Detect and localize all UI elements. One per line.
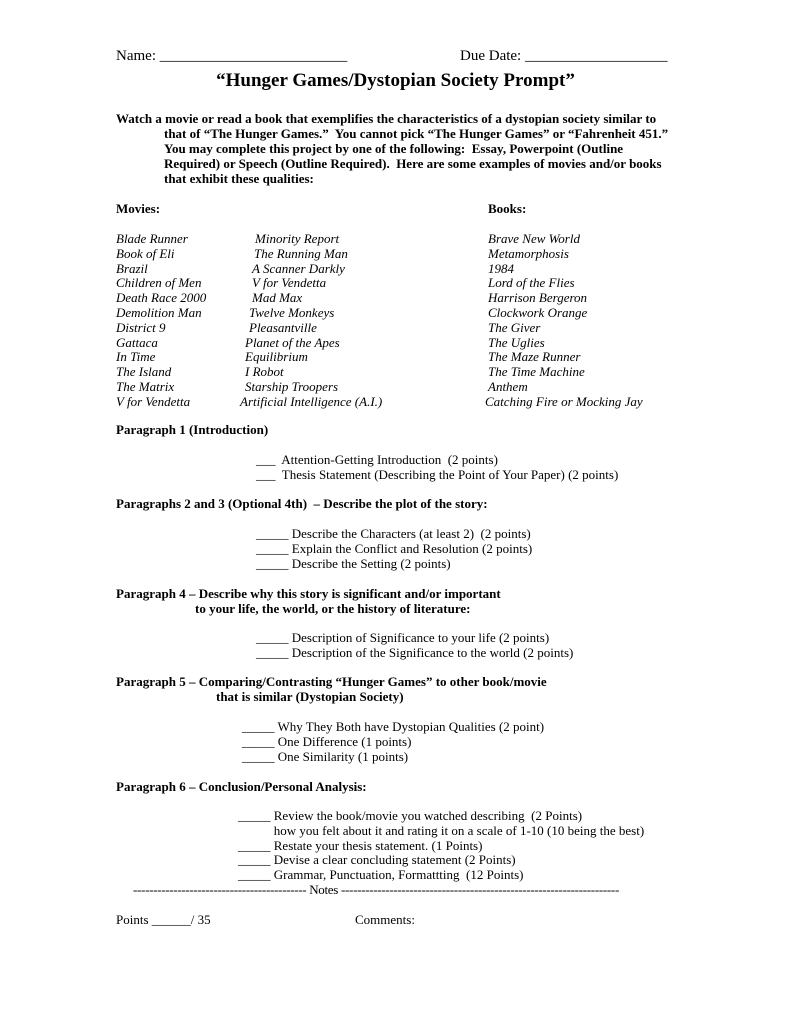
rubric-item: _____ Explain the Conflict and Resolution (2 points) xyxy=(256,541,533,556)
movie-item: Planet of the Apes xyxy=(245,335,340,350)
rubric-item: _____ Review the book/movie you watched describing (2 Points) xyxy=(238,808,583,823)
book-item: Clockwork Orange xyxy=(488,305,588,320)
section-heading-p4-cont: to your life, the world, or the history of literature: xyxy=(195,601,471,616)
movie-item: Book of Eli xyxy=(116,246,175,261)
section-heading-p1: Paragraph 1 (Introduction) xyxy=(116,422,269,437)
points-total-field[interactable]: Points ______/ 35 xyxy=(116,912,211,927)
book-item: The Time Machine xyxy=(488,364,585,379)
movie-item: In Time xyxy=(116,349,156,364)
rubric-item: _____ Description of Significance to your life (2 points) xyxy=(256,630,550,645)
movie-item: V for Vendetta xyxy=(116,394,191,409)
movie-item: Minority Report xyxy=(255,231,340,246)
book-item: Brave New World xyxy=(488,231,580,246)
section-heading-p4: Paragraph 4 – Describe why this story is significant and/or important xyxy=(116,586,501,601)
page-title: “Hunger Games/Dystopian Society Prompt” xyxy=(216,70,575,91)
rubric-item: ___ Attention-Getting Introduction (2 points) xyxy=(256,452,498,467)
book-item: Metamorphosis xyxy=(488,246,569,261)
rubric-item: _____ Describe the Characters (at least 2) (2 points) xyxy=(256,526,531,541)
intro-line: that exhibit these qualities: xyxy=(164,171,314,186)
rubric-item: _____ One Similarity (1 points) xyxy=(242,749,409,764)
rubric-item: _____ Description of the Significance to the world (2 points) xyxy=(256,645,574,660)
rubric-item: _____ Why They Both have Dystopian Qualities (2 point) xyxy=(242,719,545,734)
movie-item: Equilibrium xyxy=(245,349,308,364)
book-item: 1984 xyxy=(488,261,514,276)
due-date-field[interactable]: Due Date: ___________________ xyxy=(460,48,668,64)
movie-item: A Scanner Darkly xyxy=(252,261,345,276)
movie-item: Starship Troopers xyxy=(245,379,339,394)
comments-label: Comments: xyxy=(355,912,415,927)
movie-item: I Robot xyxy=(245,364,284,379)
book-item: Harrison Bergeron xyxy=(488,290,588,305)
notes-divider: ------------------------------------------- Notes --------------------------------------------------------------------- xyxy=(133,882,619,897)
movie-item: The Matrix xyxy=(116,379,175,394)
section-heading-p2: Paragraphs 2 and 3 (Optional 4th) – Describe the plot of the story: xyxy=(116,496,488,511)
movie-item: Children of Men xyxy=(116,275,202,290)
books-heading: Books: xyxy=(488,201,527,216)
movie-item: Blade Runner xyxy=(116,231,188,246)
rubric-item: _____ Grammar, Punctuation, Formattting (12 Points) xyxy=(238,867,524,882)
intro-line: that of “The Hunger Games.” You cannot pick “The Hunger Games” or “Fahrenheit 451.” xyxy=(164,126,669,141)
book-item: Catching Fire or Mocking Jay xyxy=(485,394,643,409)
rubric-item: _____ One Difference (1 points) xyxy=(242,734,412,749)
intro-line: Required) or Speech (Outline Required). Here are some examples of movies and/or books xyxy=(164,156,662,171)
movie-item: Mad Max xyxy=(252,290,303,305)
movies-heading: Movies: xyxy=(116,201,161,216)
rubric-item: _____ Devise a clear concluding statement (2 Points) xyxy=(238,852,516,867)
rubric-item: how you felt about it and rating it on a scale of 1-10 (10 being the best) xyxy=(238,823,645,838)
movie-item: Death Race 2000 xyxy=(116,290,207,305)
movie-item: Pleasantville xyxy=(249,320,317,335)
intro-line: You may complete this project by one of the following: Essay, Powerpoint (Outline xyxy=(164,141,624,156)
rubric-item: ___ Thesis Statement (Describing the Point of Your Paper) (2 points) xyxy=(256,467,619,482)
movie-item: Artificial Intelligence (A.I.) xyxy=(240,394,383,409)
section-heading-p5-cont: that is similar (Dystopian Society) xyxy=(216,689,404,704)
movie-item: Twelve Monkeys xyxy=(249,305,335,320)
rubric-item: _____ Describe the Setting (2 points) xyxy=(256,556,451,571)
movie-item: Brazil xyxy=(116,261,148,276)
movie-item: Demolition Man xyxy=(116,305,202,320)
section-heading-p6: Paragraph 6 – Conclusion/Personal Analysis: xyxy=(116,779,367,794)
intro-line: Watch a movie or read a book that exemplifies the characteristics of a dystopian society similar to xyxy=(116,111,657,126)
book-item: Lord of the Flies xyxy=(488,275,575,290)
movie-item: The Island xyxy=(116,364,172,379)
book-item: Anthem xyxy=(488,379,528,394)
name-field[interactable]: Name: _________________________ xyxy=(116,48,348,64)
movie-item: District 9 xyxy=(116,320,166,335)
book-item: The Giver xyxy=(488,320,541,335)
rubric-item: _____ Restate your thesis statement. (1 Points) xyxy=(238,838,483,853)
section-heading-p5: Paragraph 5 – Comparing/Contrasting “Hunger Games” to other book/movie xyxy=(116,674,547,689)
movie-item: The Running Man xyxy=(254,246,348,261)
book-item: The Uglies xyxy=(488,335,545,350)
book-item: The Maze Runner xyxy=(488,349,581,364)
movie-item: V for Vendetta xyxy=(252,275,327,290)
movie-item: Gattaca xyxy=(116,335,158,350)
